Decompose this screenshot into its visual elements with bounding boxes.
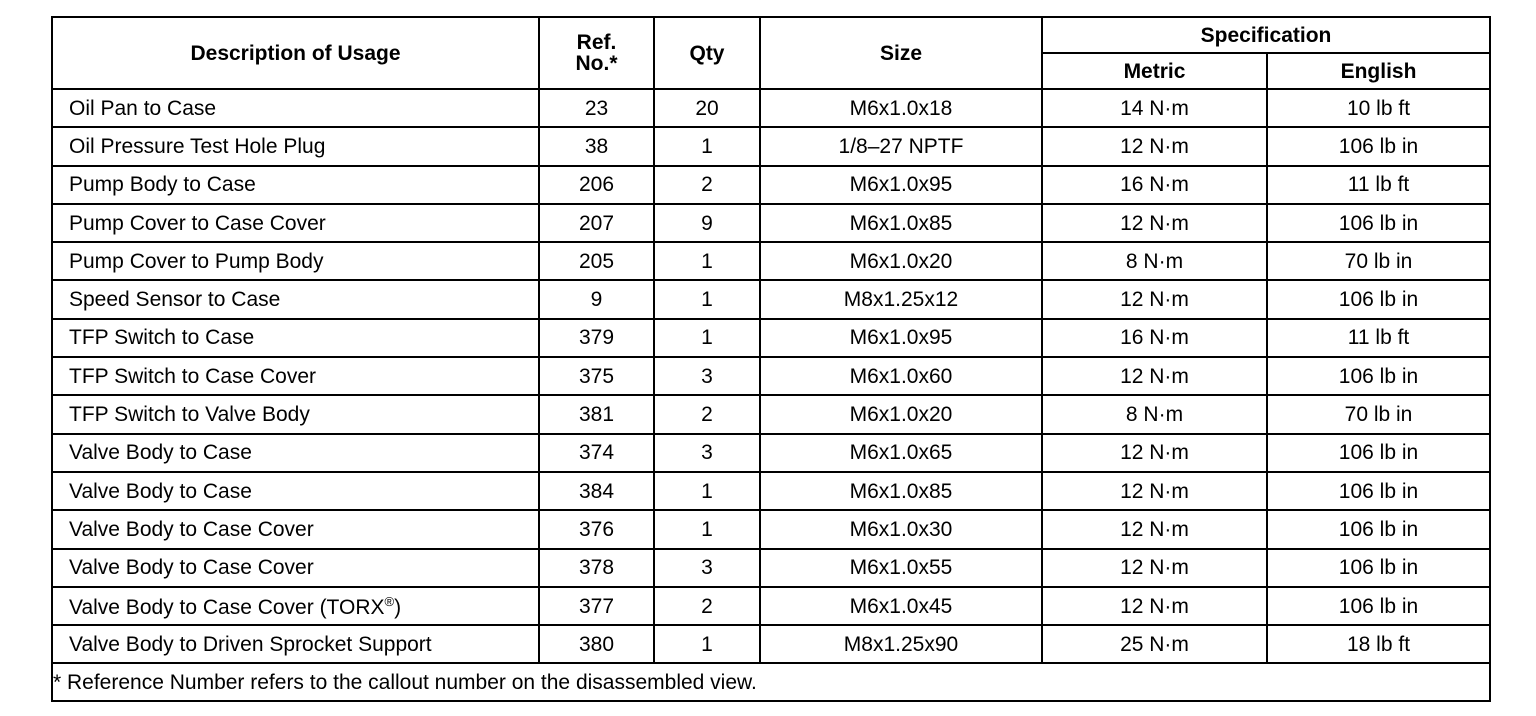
cell-qty: 2 [654, 587, 760, 625]
table-row [52, 242, 1490, 280]
table-row [52, 510, 1490, 548]
cell-ref-no: 378 [539, 549, 654, 587]
cell-metric: 16 N·m [1042, 166, 1267, 204]
description-text: Valve Body to Case [69, 479, 252, 503]
description-text: TFP Switch to Valve Body [69, 403, 310, 427]
cell-english: 106 lb in [1267, 587, 1490, 625]
spec-table-container [51, 16, 1489, 702]
table-row [52, 472, 1490, 510]
cell-ref-no: 384 [539, 472, 654, 510]
table-row [52, 89, 1490, 127]
header-english: English [1267, 53, 1490, 89]
cell-metric: 8 N·m [1042, 395, 1267, 433]
cell-description [52, 472, 539, 510]
cell-english: 106 lb in [1267, 204, 1490, 242]
cell-description [52, 242, 539, 280]
cell-qty: 1 [654, 280, 760, 318]
cell-ref-no: 205 [539, 242, 654, 280]
cell-english: 70 lb in [1267, 242, 1490, 280]
description-text: Valve Body to Case Cover [69, 517, 314, 541]
cell-size: M6x1.0x55 [760, 549, 1042, 587]
description-text: Valve Body to Case Cover (TORX [69, 595, 385, 619]
header-specification: Specification [1042, 17, 1490, 53]
cell-metric: 12 N·m [1042, 280, 1267, 318]
cell-ref-no: 375 [539, 357, 654, 395]
cell-metric: 12 N·m [1042, 472, 1267, 510]
registered-mark: ® [384, 593, 395, 609]
cell-ref-no: 23 [539, 89, 654, 127]
cell-size: M6x1.0x20 [760, 242, 1042, 280]
table-row [52, 395, 1490, 433]
cell-size: M6x1.0x30 [760, 510, 1042, 548]
header-ref-line1: Ref. [576, 31, 617, 54]
cell-size: M6x1.0x95 [760, 319, 1042, 357]
cell-size: M6x1.0x45 [760, 587, 1042, 625]
header-ref-line2: No.* [575, 52, 618, 75]
header-ref-no [539, 17, 654, 89]
description-text: Valve Body to Driven Sprocket Support [69, 632, 432, 656]
cell-size: M6x1.0x20 [760, 395, 1042, 433]
cell-qty: 1 [654, 510, 760, 548]
cell-ref-no: 381 [539, 395, 654, 433]
table-row [52, 127, 1490, 165]
cell-metric: 12 N·m [1042, 587, 1267, 625]
table-row [52, 434, 1490, 472]
description-end: ) [394, 595, 402, 619]
table-row [52, 357, 1490, 395]
description-text: TFP Switch to Case [69, 326, 255, 350]
cell-description [52, 280, 539, 318]
description-text: TFP Switch to Case Cover [69, 364, 317, 388]
cell-ref-no: 9 [539, 280, 654, 318]
cell-ref-no: 207 [539, 204, 654, 242]
cell-metric: 14 N·m [1042, 89, 1267, 127]
cell-size: M8x1.25x90 [760, 625, 1042, 663]
cell-metric: 16 N·m [1042, 319, 1267, 357]
description-text: Pump Cover to Case Cover [69, 211, 326, 235]
cell-ref-no: 206 [539, 166, 654, 204]
cell-ref-no: 38 [539, 127, 654, 165]
cell-metric: 12 N·m [1042, 549, 1267, 587]
cell-description [52, 434, 539, 472]
cell-description [52, 587, 539, 625]
table-row [52, 587, 1490, 625]
cell-size: 1/8–27 NPTF [760, 127, 1042, 165]
cell-metric: 12 N·m [1042, 204, 1267, 242]
fastener-spec-table [51, 16, 1491, 702]
cell-english: 106 lb in [1267, 127, 1490, 165]
cell-english: 70 lb in [1267, 395, 1490, 433]
description-text: Valve Body to Case Cover [69, 556, 314, 580]
table-row [52, 319, 1490, 357]
description-text: Oil Pressure Test Hole Plug [69, 134, 326, 158]
cell-metric: 25 N·m [1042, 625, 1267, 663]
cell-description [52, 510, 539, 548]
cell-description [52, 625, 539, 663]
cell-description [52, 319, 539, 357]
cell-description [52, 89, 539, 127]
description-text: Oil Pan to Case [69, 96, 217, 120]
description-text: Speed Sensor to Case [69, 288, 281, 312]
cell-ref-no: 376 [539, 510, 654, 548]
table-row [52, 280, 1490, 318]
table-row [52, 625, 1490, 663]
cell-qty: 3 [654, 434, 760, 472]
cell-description [52, 549, 539, 587]
cell-qty: 20 [654, 89, 760, 127]
cell-qty: 3 [654, 357, 760, 395]
cell-size: M6x1.0x65 [760, 434, 1042, 472]
cell-qty: 2 [654, 166, 760, 204]
cell-english: 11 lb ft [1267, 166, 1490, 204]
table-row [52, 166, 1490, 204]
cell-metric: 12 N·m [1042, 357, 1267, 395]
cell-qty: 2 [654, 395, 760, 433]
cell-english: 106 lb in [1267, 280, 1490, 318]
cell-size: M6x1.0x85 [760, 204, 1042, 242]
cell-metric: 8 N·m [1042, 242, 1267, 280]
table-row [52, 204, 1490, 242]
cell-english: 10 lb ft [1267, 89, 1490, 127]
cell-english: 106 lb in [1267, 434, 1490, 472]
description-text: Valve Body to Case [69, 441, 252, 465]
cell-qty: 1 [654, 242, 760, 280]
header-metric: Metric [1042, 53, 1267, 89]
footnote: * Reference Number refers to the callout number on the disassembled view. [52, 663, 1490, 701]
cell-description [52, 357, 539, 395]
cell-size: M6x1.0x85 [760, 472, 1042, 510]
header-size: Size [760, 17, 1042, 89]
cell-qty: 3 [654, 549, 760, 587]
cell-ref-no: 377 [539, 587, 654, 625]
cell-english: 18 lb ft [1267, 625, 1490, 663]
table-body [52, 89, 1490, 663]
cell-qty: 1 [654, 472, 760, 510]
cell-ref-no: 374 [539, 434, 654, 472]
cell-description [52, 166, 539, 204]
cell-ref-no: 379 [539, 319, 654, 357]
description-text: Pump Body to Case [69, 173, 256, 197]
cell-ref-no: 380 [539, 625, 654, 663]
header-description: Description of Usage [52, 17, 539, 89]
cell-english: 11 lb ft [1267, 319, 1490, 357]
cell-qty: 9 [654, 204, 760, 242]
cell-english: 106 lb in [1267, 549, 1490, 587]
cell-qty: 1 [654, 127, 760, 165]
cell-size: M8x1.25x12 [760, 280, 1042, 318]
header-qty: Qty [654, 17, 760, 89]
cell-qty: 1 [654, 319, 760, 357]
cell-english: 106 lb in [1267, 357, 1490, 395]
description-text: Pump Cover to Pump Body [69, 249, 324, 273]
cell-size: M6x1.0x18 [760, 89, 1042, 127]
cell-english: 106 lb in [1267, 472, 1490, 510]
cell-metric: 12 N·m [1042, 127, 1267, 165]
cell-description [52, 395, 539, 433]
table-row [52, 549, 1490, 587]
cell-size: M6x1.0x60 [760, 357, 1042, 395]
cell-metric: 12 N·m [1042, 434, 1267, 472]
cell-metric: 12 N·m [1042, 510, 1267, 548]
cell-description [52, 204, 539, 242]
cell-qty: 1 [654, 625, 760, 663]
cell-size: M6x1.0x95 [760, 166, 1042, 204]
cell-description [52, 127, 539, 165]
cell-english: 106 lb in [1267, 510, 1490, 548]
